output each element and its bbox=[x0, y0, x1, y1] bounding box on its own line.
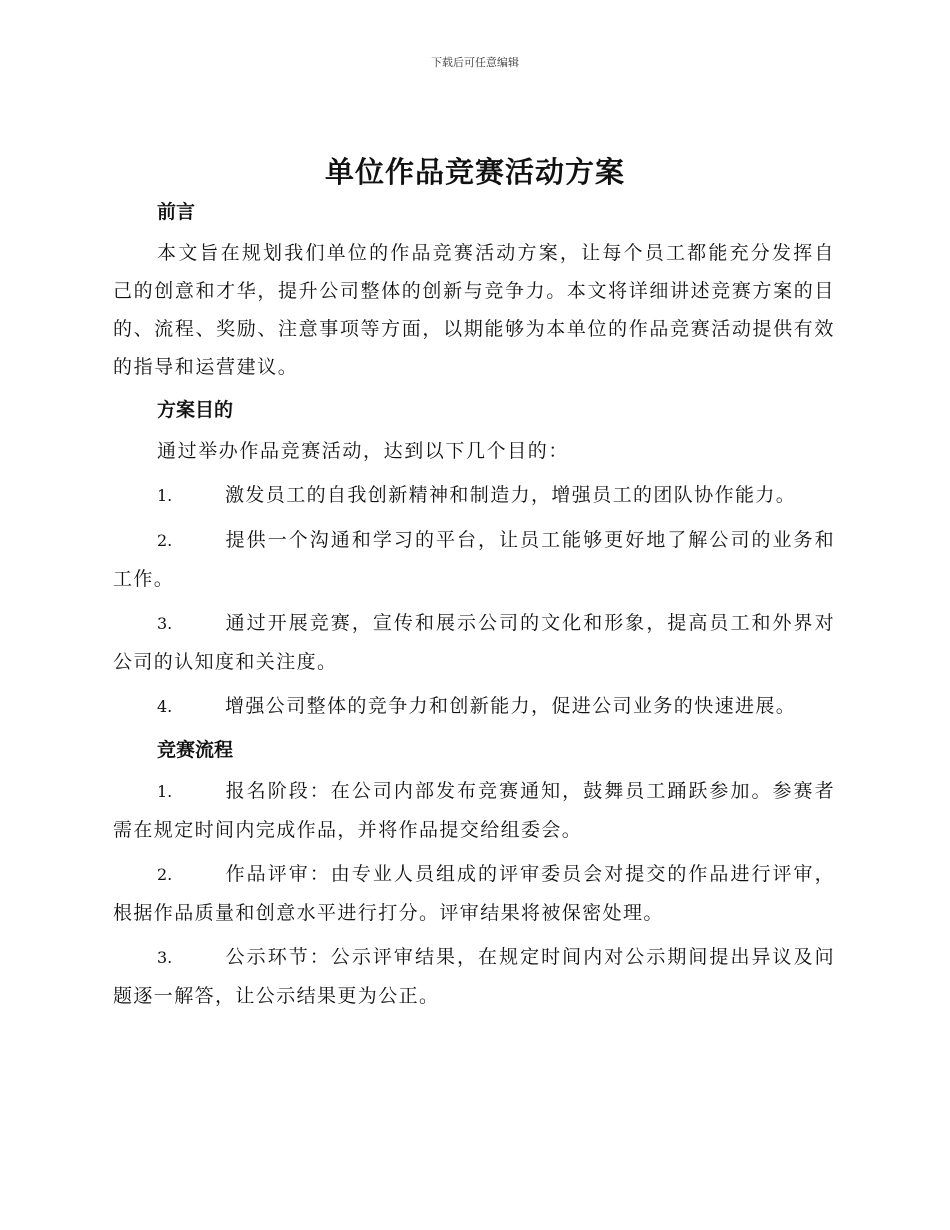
list-item-number: 4. bbox=[157, 697, 173, 716]
purpose-list-item bbox=[113, 604, 835, 681]
list-item-number: 3. bbox=[157, 614, 173, 633]
list-item-text: 报名阶段：在公司内部发布竞赛通知，鼓舞员工踊跃参加。参赛者需在规定时间内完成作品，并将作品提交给组委会。 bbox=[113, 780, 835, 841]
purpose-list-item bbox=[113, 687, 835, 726]
list-item-text: 作品评审：由专业人员组成的评审委员会对提交的作品进行评审，根据作品质量和创意水平进行打分。评审结果将被保密处理。 bbox=[113, 863, 835, 924]
document-body bbox=[113, 194, 835, 1021]
list-item-text: 通过开展竞赛，宣传和展示公司的文化和形象，提高员工和外界对公司的认知度和关注度。 bbox=[113, 612, 835, 673]
document-title: 单位作品竞赛活动方案 bbox=[324, 155, 625, 189]
purpose-list-item bbox=[113, 521, 835, 598]
section-heading-purpose: 方案目的 bbox=[157, 399, 234, 421]
list-item-number: 2. bbox=[157, 865, 173, 884]
section-heading-preface: 前言 bbox=[157, 201, 196, 223]
page-header-note: 下载后可任意编辑 bbox=[431, 56, 519, 69]
process-list-item bbox=[113, 855, 835, 932]
purpose-list-item bbox=[113, 476, 835, 515]
process-list-item bbox=[113, 938, 835, 1015]
section-heading-process: 竞赛流程 bbox=[157, 739, 234, 761]
list-item-text: 激发员工的自我创新精神和制造力，增强员工的团队协作能力。 bbox=[225, 484, 797, 506]
list-item-number: 3. bbox=[157, 948, 173, 967]
list-item-number: 1. bbox=[157, 782, 173, 801]
list-item-text: 提供一个沟通和学习的平台，让员工能够更好地了解公司的业务和工作。 bbox=[113, 529, 835, 590]
purpose-intro: 通过举办作品竞赛活动，达到以下几个目的： bbox=[157, 440, 570, 462]
list-item-text: 增强公司整体的竞争力和创新能力，促进公司业务的快速进展。 bbox=[225, 695, 797, 717]
process-list-item bbox=[113, 772, 835, 849]
list-item-text: 公示环节：公示评审结果，在规定时间内对公示期间提出异议及问题逐一解答，让公示结果更为公正。 bbox=[113, 946, 835, 1007]
list-item-number: 1. bbox=[157, 486, 173, 505]
list-item-number: 2. bbox=[157, 531, 173, 550]
preface-paragraph: 本文旨在规划我们单位的作品竞赛活动方案，让每个员工都能充分发挥自己的创意和才华，提升公司整体的创新与竞争力。本文将详细讲述竞赛方案的目的、流程、奖励、注意事项等方面，以期能够为本单位的作品竞赛活动提供有效的指导和运营建议。 bbox=[113, 242, 835, 378]
